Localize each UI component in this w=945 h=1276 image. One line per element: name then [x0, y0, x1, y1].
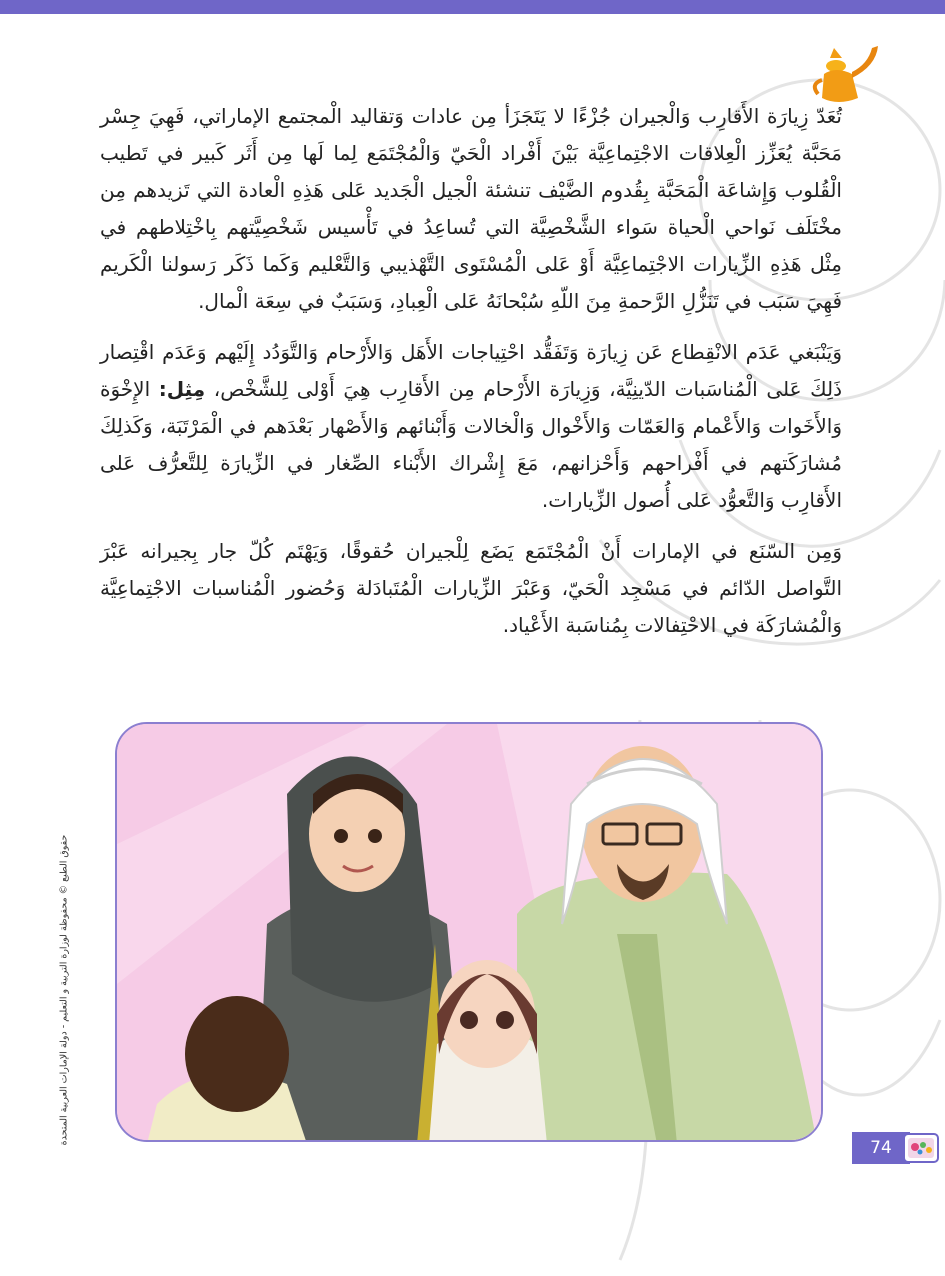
family-illustration-drawing	[117, 724, 823, 1142]
paragraph-3: وَمِن السّنَع في الإمارات أَنْ الْمُجْتَمَع يَضَع لِلْجيران حُقوقًا، وَيَهْتَم كُلّ جار بِجيرانه عَبْرَ التَّواصل الدّائم في مَسْجِد الْحَيّ، وَعَبْرَ الزِّيارات الْمُتَبادَلة وَحُضور الْمُناسبات الاجْتِماعِيَّة وَالْمُشارَكَة في الاحْتِفالات بِمُناسَبة الأَعْياد.	[100, 539, 842, 637]
paragraph-1: تُعَدّ زِيارَة الأَقارِب وَالْجيران جُزْءًا لا يَتَجَزَأ مِن عادات وَتقاليد الْمجتمع الإماراتي، فَهِيَ جِسْر مَحَبَّة يُعَزِّز الْعِلاقات الاجْتِماعِيَّة بَيْنَ أَفْراد الْحَيّ وَالْمُجْتَمَع لِما لَها مِن أَثَر كَبير في تَطيب الْقُلوب وَإِشاعَة الْمَحَبَّة بِقُدوم الضَّيْف تنشئة الْجيل الْجَديد عَلى هَذِهِ الْعادة التي تَزيدهم مِن مخْتَلَف نَواحي الْحياة سَواء الشَّخْصِيَّة التي تُساعِدُ في تَأْسيس شَخْصِيَّتهم بِاخْتِلاطهم في مِثْل هَذِهِ الزِّيارات الاجْتِماعِيَّة أَوْ عَلى الْمُسْتَوى التَّهْذيبي وَالتَّعْليم وَكَما ذَكَر رَسولنا الْكَريم فَهِيَ سَبَب في تَنَزُّلِ الرَّحمةِ مِنَ اللّهِ سُبْحانَهُ عَلى الْعِبادِ، وَسَبَبٌ في سِعَة الْمال.	[100, 104, 842, 313]
dallah-icon	[812, 36, 882, 106]
paragraph-2-text: وَيَنْبَغي عَدَم الانْقِطاع عَن زِيارَة وَتَفَقُّد احْتِياجات الأَهَل وَالأَرْحام وَالتَّوَدُد إِلَيْهم وَعَدَم اقْتِصار ذَلِكَ عَلى الْمُناسَبات الدّينِيَّة، وَزِيارَة الأَرْحام مِن الأَقارِب هِيَ أَوْلى لِلشَّخْص،	[100, 340, 842, 401]
family-illustration	[115, 722, 823, 1142]
main-text	[100, 98, 842, 658]
copyright-notice	[44, 820, 84, 1160]
copyright-text: حقوق الطبع © محفوظة لوزارة التربية و التعليم - دولة الإمارات العربية المتحدة	[58, 834, 70, 1146]
paragraph-2	[100, 334, 842, 519]
top-accent-bar	[0, 0, 945, 14]
book-icon	[902, 1130, 940, 1166]
example-label: مِثِل:	[158, 377, 206, 401]
page-number: 74	[852, 1132, 910, 1164]
paragraph-2-list: الإِخْوَة وَالأَخَوات وَالأَعْمام وَالعَمّات وَالأَخْوال وَالْخالات وَأَبْنائهم وَالأَصْهار بَعْدَهم في الْمَرْتَبَة، وَكَذلِكَ مُشارَكَتهم في أَفْراحهم وَأَحْزانهم، مَعَ إِشْراك الأَبْناء الصِّغار في الزِّيارَة لِلتَّعرُّف عَلى الأَقارِب وَالتَّعوُّد عَلى أُصول الزِّيارات.	[100, 377, 842, 512]
